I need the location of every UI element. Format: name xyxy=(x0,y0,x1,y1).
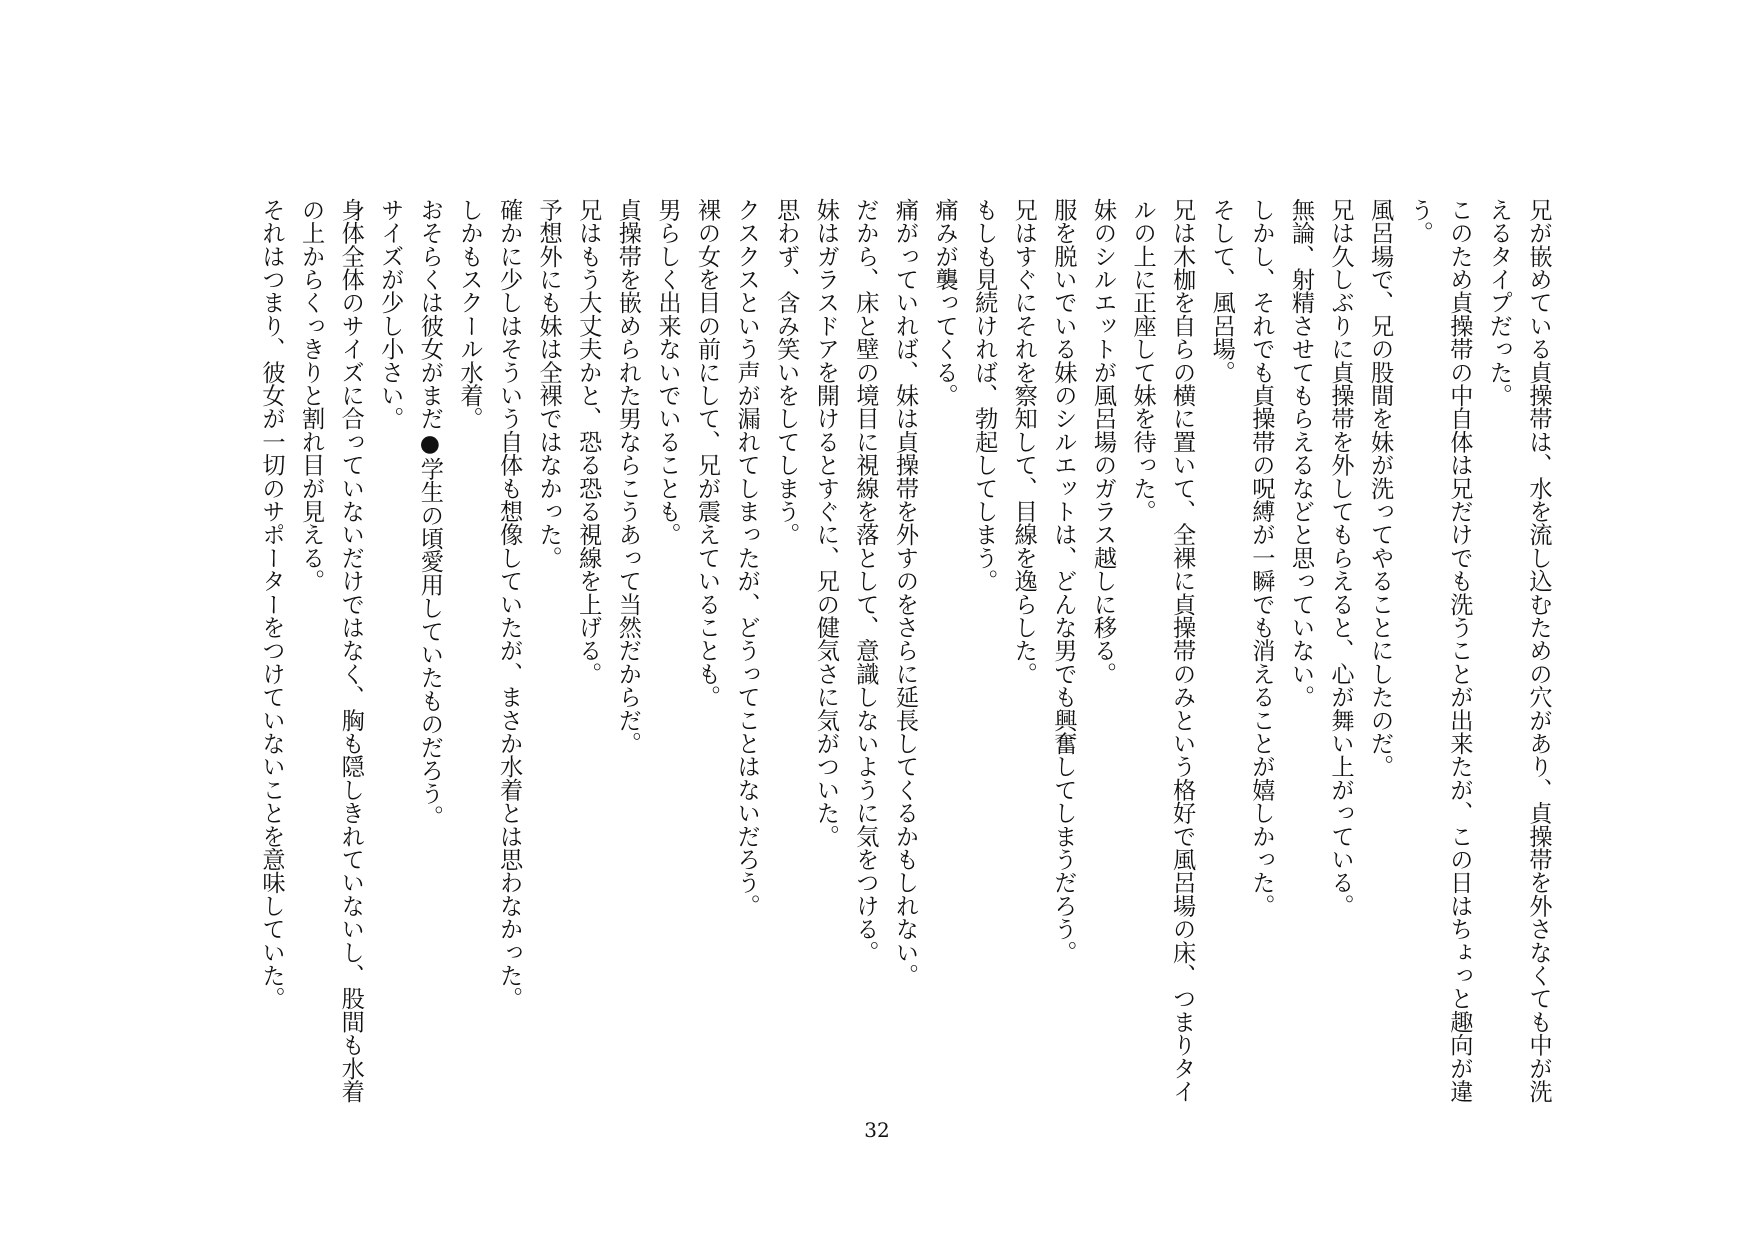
text-line: それはつまり、彼女が一切のサポーターをつけていないことを意味していた。 xyxy=(258,198,285,1010)
text-line: 妹のシルエットが風呂場のガラス越しに移る。 xyxy=(1089,198,1117,686)
text-line: このため貞操帯の中自体は兄だけでも洗うことが出来たが、この日はちょっと趣向が違 xyxy=(1445,198,1473,1103)
text-line: の上からくっきりと割れ目が見える。 xyxy=(297,198,325,593)
text-line: 兄はすぐにそれを察知して、目線を逸らした。 xyxy=(1010,198,1038,686)
vertical-text-body xyxy=(251,198,1558,1103)
text-line: 妹はガラスドアを開けるとすぐに、兄の健気さに気がついた。 xyxy=(812,198,840,848)
text-line: ルの上に正座して妹を待った。 xyxy=(1129,198,1157,523)
text-line: 痛みが襲ってくる。 xyxy=(931,198,959,407)
text-line: 貞操帯を嵌められた男ならこうあって当然だからだ。 xyxy=(614,198,642,755)
text-line: 痛がっていれば、妹は貞操帯を外すのをさらに延長してくるかもしれない。 xyxy=(891,198,919,987)
text-line: 予想外にも妹は全裸ではなかった。 xyxy=(535,198,563,570)
text-line: 男らしく出来ないでいることも。 xyxy=(653,198,681,546)
text-line: そして、風呂場。 xyxy=(1208,198,1236,384)
text-line: もしも見続ければ、勃起してしまう。 xyxy=(970,198,998,593)
text-line: えるタイプだった。 xyxy=(1485,198,1513,407)
text-line: 無論、射精させてもらえるなどと思っていない。 xyxy=(1287,198,1315,709)
text-line: 風呂場で、兄の股間を妹が洗ってやることにしたのだ。 xyxy=(1366,198,1394,778)
text-line: 服を脱いでいる妹のシルエットは、どんな男でも興奮してしまうだろう。 xyxy=(1049,198,1077,964)
text-line: 思わず、含み笑いをしてしまう。 xyxy=(772,198,800,546)
text-line: しかもスクール水着。 xyxy=(455,198,483,430)
text-line: しかし、それでも貞操帯の呪縛が一瞬でも消えることが嬉しかった。 xyxy=(1247,198,1275,918)
text-line: 兄は木枷を自らの横に置いて、全裸に貞操帯のみという格好で風呂場の床、つまりタイ xyxy=(1168,198,1196,1103)
text-line: だから、床と壁の境目に視線を落として、意識しないように気をつける。 xyxy=(851,198,879,964)
text-line: 身体全体のサイズに合っていないだけではなく、胸も隠しきれていないし、股間も水着 xyxy=(337,198,365,1103)
text-line: サイズが少し小さい。 xyxy=(376,198,404,430)
text-line: 確かに少しはそういう自体も想像していたが、まさか水着とは思わなかった。 xyxy=(495,198,523,1010)
text-line: 兄が嵌めている貞操帯は、水を流し込むための穴があり、貞操帯を外さなくても中が洗 xyxy=(1525,198,1552,1103)
text-line: クスクスという声が漏れてしまったが、どうってことはないだろう。 xyxy=(733,198,761,918)
text-line: 兄はもう大丈夫かと、恐る恐る視線を上げる。 xyxy=(574,198,602,686)
text-line: う。 xyxy=(1406,198,1434,245)
text-line: おそらくは彼女がまだ●学生の頃愛用していたものだろう。 xyxy=(416,198,444,829)
text-line: 裸の女を目の前にして、兄が震えていることも。 xyxy=(693,198,721,709)
text-line: 兄は久しぶりに貞操帯を外してもらえると、心が舞い上がっている。 xyxy=(1327,198,1355,918)
page-number: 32 xyxy=(864,1118,890,1142)
